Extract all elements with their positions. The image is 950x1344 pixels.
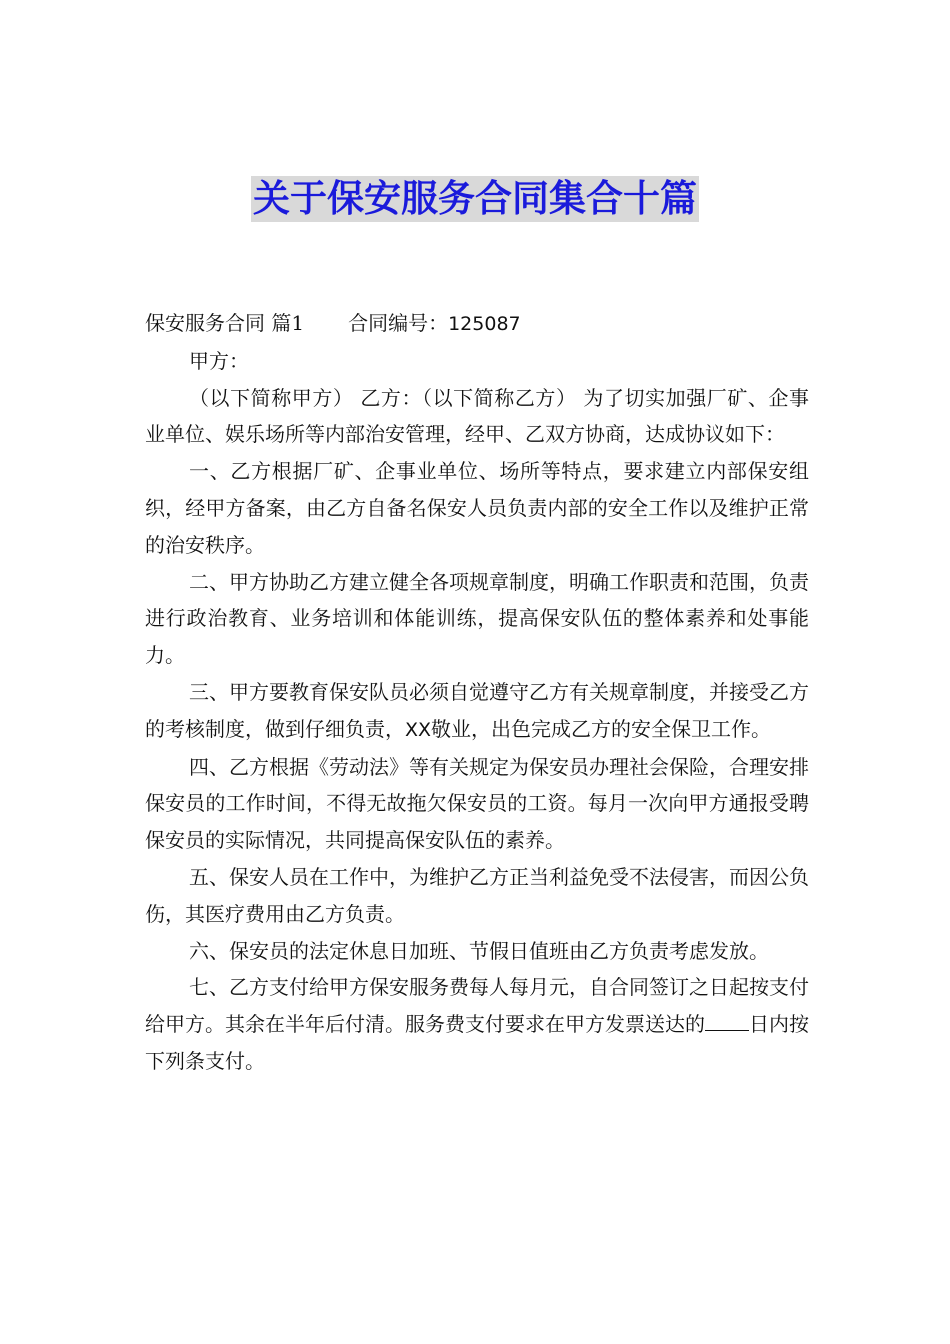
paragraph-clause-6: 六、保安员的法定休息日加班、节假日值班由乙方负责考虑发放。 (189, 938, 769, 963)
paragraph-clause-3: 三、甲方要教育保安队员必须自觉遵守乙方有关规章制度，并接受乙方的考核制度，做到仔细负责，XX敬业，出色完成乙方的安全保卫工作。 (145, 679, 809, 741)
document-title: 关于保安服务合同集合十篇 (253, 177, 697, 220)
placeholder-xx: XX (405, 718, 432, 741)
title-container (0, 176, 950, 222)
paragraph-clause-7 (145, 969, 809, 1079)
section-label: 保安服务合同 篇1 (145, 311, 305, 335)
document-body (145, 305, 809, 1080)
clause-7-text-before-blank: 七、乙方支付给甲方保安服务费每人每月元，自合同签订之日起按支付给甲方。其余在半年后付清。服务费支付要求在甲方发票送达的 (145, 975, 809, 1037)
paragraph-clause-4: 四、乙方根据《劳动法》等有关规定为保安员办理社会保险，合理安排保安员的工作时间，不得无故拖欠保安员的工资。每月一次向甲方通报受聘保安员的实际情况，共同提高保安队伍的素养。 (145, 754, 809, 853)
fill-in-blank (705, 1012, 749, 1031)
paragraph-clause-1: 一、乙方根据厂矿、企事业单位、场所等特点，要求建立内部保安组织，经甲方备案，由乙方自备名保安人员负责内部的安全工作以及维护正常的治安秩序。 (145, 459, 809, 557)
clause-7-text-after-blank: 日内按下列条支付。 (145, 1012, 809, 1073)
paragraph-clause-5: 五、保安人员在工作中，为维护乙方正当利益免受不法侵害，而因公负伤，其医疗费用由乙方负责。 (145, 864, 809, 926)
party-a-line: 甲方： (189, 348, 249, 373)
section-header-line (145, 305, 809, 343)
contract-number: 125087 (448, 313, 521, 335)
paragraph-clause-2: 二、甲方协助乙方建立健全各项规章制度，明确工作职责和范围，负责进行政治教育、业务培训和体能训练，提高保安队伍的整体素养和处事能力。 (145, 569, 809, 668)
paragraph-intro: （以下简称甲方） 乙方：（以下简称乙方） 为了切实加强厂矿、企事业单位、娱乐场所等内部治安管理，经甲、乙双方协商，达成协议如下： (145, 385, 809, 447)
contract-number-label: 合同编号： (348, 311, 449, 335)
